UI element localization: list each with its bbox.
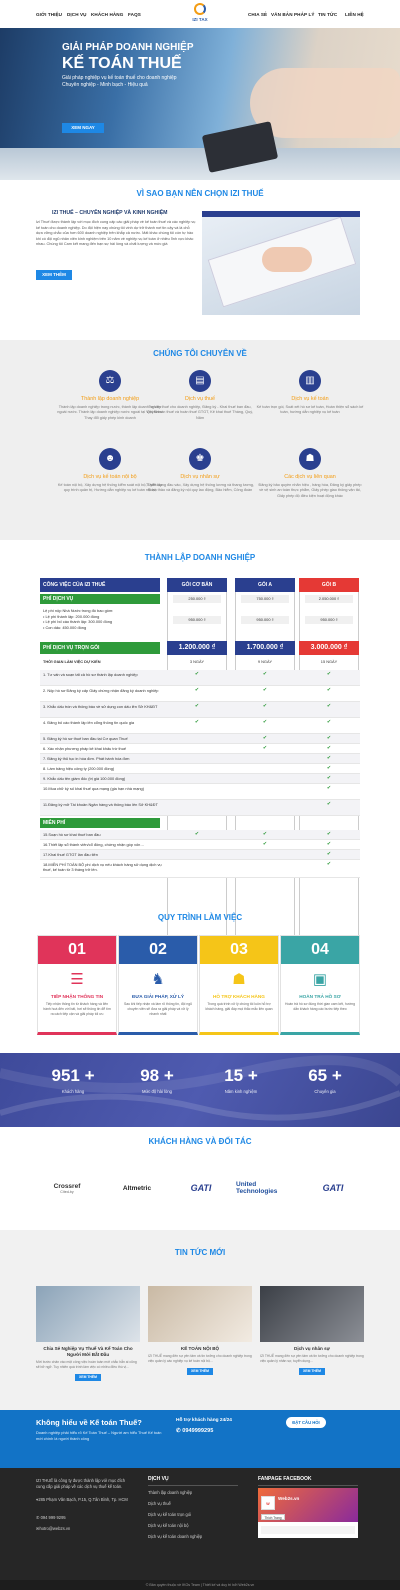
task-label: 10.Mua chữ ký số khai thuế qua mạng (gia hạn nhà mạng) (43, 786, 145, 791)
nav-van-ban-phap-ly[interactable]: VĂN BẢN PHÁP LÝ (271, 12, 315, 17)
footer-service-link[interactable]: Dịch vụ kế toán doanh nghiệp (148, 1534, 203, 1539)
task-label: 6. Xác nhận phương pháp kê khai khấu trừ thuế (43, 746, 127, 751)
service-card[interactable] (250, 448, 370, 499)
cta-desc: Doanh nghiệp phải hiểu rõ Kế Toán Thuế – Người am hiểu Thuế Kế toán mới chính là người thành công (36, 1430, 162, 1441)
section-total: PHÍ DỊCH VỤ TRỌN GÓI (40, 642, 160, 654)
task-label: 9. Khắc dấu tên giám đốc (trị giá 100.000 đồng) (43, 776, 126, 781)
check-icon: ✔ (262, 703, 268, 709)
news-image[interactable] (36, 1286, 140, 1342)
nav-faqs[interactable]: FAQS (128, 12, 141, 17)
service-card[interactable] (140, 370, 260, 421)
footer-service-link[interactable]: Thành lập doanh nghiệp (148, 1490, 193, 1495)
check-icon: ✔ (326, 687, 332, 693)
stat-value: 15 + (224, 1066, 258, 1085)
books-icon: ▥ (299, 370, 321, 392)
check-icon: ✔ (262, 735, 268, 741)
hand-image (262, 247, 312, 272)
news-title[interactable]: KẾ TOÁN NỘI BỘ (180, 1346, 220, 1351)
people-icon: ☻ (99, 448, 121, 470)
team-icon: ♞ (151, 971, 165, 988)
plan-total: 1.200.000 ₫ (167, 641, 227, 655)
mail-icon: ✉ (36, 1526, 40, 1531)
location-icon: ⌖ (36, 1497, 39, 1502)
check-icon: ✔ (326, 703, 332, 709)
why-more-button[interactable]: XEM THÊM (36, 270, 72, 280)
service-card[interactable] (140, 448, 260, 494)
step-number: 01 (38, 936, 116, 964)
fanpage-avatar: W (261, 1496, 275, 1510)
stat-value: 98 + (140, 1066, 174, 1085)
step-number: 03 (200, 936, 278, 964)
check-icon: ✔ (326, 775, 332, 781)
task-label: 8. Làm bảng hiệu công ty (200.000 đồng) (43, 766, 115, 771)
footer-service-link[interactable]: Dịch vụ kế toán nội bộ (148, 1523, 189, 1528)
partner-name: United Technologies (236, 1181, 278, 1195)
news-image[interactable] (260, 1286, 364, 1342)
footer-services-title: DỊCH VỤ (148, 1476, 238, 1486)
partner-sub: Cited-by (60, 1189, 74, 1194)
task-label: 3. Khắc dấu tròn và thông báo về sử dụng con dấu lên Sở KH&ĐT (43, 704, 158, 709)
footer-email[interactable] (36, 1526, 70, 1532)
task-label: 7. Đăng ký thủ tục in hóa đơn. Phát hành hóa đơn (43, 756, 130, 761)
plan-days: 3 NGÀY (189, 659, 205, 664)
check-icon: ✔ (262, 671, 268, 677)
news-more-button[interactable]: XEM THÊM (299, 1368, 325, 1375)
step-desc: Hoàn trả hồ sơ đúng thời gian cam kết, hướng dẫn khách hàng các bước tiếp theo (285, 1002, 356, 1011)
stat-label: Chuyên gia (314, 1089, 336, 1094)
process-step (37, 935, 117, 1035)
partner-logo[interactable] (302, 1173, 364, 1203)
check-icon: ✔ (262, 719, 268, 725)
news-desc: IZI THUẾ mang đến sự yên tâm và tin tưởng cho doanh nghiệp trong việc quản lý các nghiệp vụ kế toán nội bộ… (148, 1354, 252, 1363)
check-icon: ✔ (326, 831, 332, 837)
phone-icon: ✆ (36, 1515, 41, 1520)
plan-header: GÓI CƠ BẢN (167, 578, 227, 592)
partners-title: KHÁCH HÀNG VÀ ĐỐI TÁC (148, 1137, 252, 1146)
partner-logo[interactable] (170, 1173, 232, 1203)
site-header (0, 0, 400, 28)
ask-question-button[interactable]: ĐẶT CÂU HỎI (286, 1417, 326, 1428)
news-title[interactable]: Chia Sẻ Nghiệp Vụ Thuế Và Kế Toán Cho Người Mới Bắt Đầu (43, 1346, 133, 1357)
logo-text: IZI TAX (192, 17, 208, 22)
news-card[interactable] (260, 1286, 364, 1375)
news-desc: Mới bước chân vào một công việc hoàn toàn mới chắc hẳn ai cũng sẽ bỡ ngỡ. Tuy nhiên quá trình làm việc có nhiều điều thú vị… (36, 1360, 137, 1369)
step-title: HỖ TRỢ KHÁCH HÀNG (213, 994, 265, 999)
check-icon: ✔ (326, 765, 332, 771)
site-footer (0, 1468, 400, 1590)
service-title[interactable]: Các dịch vụ liên quan (284, 474, 336, 480)
footer-phone[interactable] (36, 1515, 66, 1521)
gavel-icon: ⚖ (99, 370, 121, 392)
check-icon: ✔ (262, 841, 268, 847)
free-label: 17.Khai thuế GTGT lần đầu tiên (43, 852, 98, 857)
service-title[interactable]: Dịch vụ kế toán nội bộ (83, 474, 137, 480)
stat-counter (280, 1066, 370, 1094)
check-icon: ✔ (326, 861, 332, 867)
why-image (202, 211, 360, 315)
stat-counter (196, 1066, 286, 1094)
check-icon: ✔ (194, 687, 200, 693)
service-desc: Thành lập doanh nghiệp trong nước, thành lập doanh nghiệp ngoài nước. Thành lập doanh nghiệp nước ngoài tại Việt Nam. Thay đổi giấy phép kinh doanh (57, 405, 163, 420)
hero-subtitle: Giải pháp nghiệp vụ kế toán thuế cho doanh nghiệp Chuyên nghiệp - Minh bạch - Hiệu quả (62, 75, 177, 88)
footer-service-link[interactable]: Dịch vụ kế toán trọn gói (148, 1512, 192, 1517)
task-label: 5. Đăng ký hồ sơ thuế ban đầu tại Cơ quan Thuế (43, 736, 128, 741)
footer-fanpage-title: FANPAGE FACEBOOK (258, 1476, 358, 1486)
step-desc: Tiếp nhận thông tin từ khách hàng và liên hành hoá đến với bất, hơi sẽ thông tin để tìm ra cách tiếp cận và giải pháp tối ưu (43, 1002, 111, 1016)
handshake-icon: ☗ (232, 971, 246, 988)
service-title[interactable]: Thành lập doanh nghiệp (80, 396, 140, 402)
fee-detail-text: Lệ phí nộp Nhà Nước trong đó bao gồm: • Lệ phí thành lập: 200.000 đồng • Lệ phí bố cáo thành lập: 300.000 đồng • Con dấu: 450.000 đồng (43, 608, 114, 630)
footer-email-text: hotro@web2s.vn (39, 1526, 71, 1531)
service-desc: Tuyển dụng đầu vào, Xây dựng hệ thống lương và thang lương, Soạn thảo và đăng ký nội quy lao động, Bảo hiểm, Công đoàn (146, 483, 254, 493)
service-desc: Kế toán nội bộ, Xây dựng hệ thống kiểm soát nội bộ, Thiết lập quy trình quản trị, Hướng dẫn nghiệp vụ kế toán nội bộ (57, 483, 163, 493)
why-body: Izi Thuế được thành lập với mục đích cung cấp các giải pháp về kế toán thuế và các nghiệp vụ kế toán cho doanh nghiệp. Do đội hiện nay chúng tôi vinh dự trở thành nơi tin cậy và là chỗ dựa vững chắc của hơn 600 doanh nghiệp trên khắp cả nước. Mất khác chúng tôi còn tự hào khi có đội ngũ nhân viên kinh nghiệm trên 10 năm về nghiệp vụ kế toán ở nhiều lĩnh vực khác nhau. Chúng tôi Cam kết mang đến bạn sự hài lòng và chất lượng và mức giá (36, 220, 196, 247)
check-icon: ✔ (262, 831, 268, 837)
plan-fee: 250.000 ₫ (173, 595, 221, 603)
task-label: 1. Tư vấn và soạn tất cả hồ sơ thành lập doanh nghiệp (43, 672, 138, 677)
nav-dich-vu[interactable]: DỊCH VỤ (67, 12, 87, 17)
handshake-icon: ☗ (299, 448, 321, 470)
plan-days: 15 NGÀY (320, 659, 338, 664)
plan-total: 3.000.000 ₫ (299, 641, 359, 655)
check-icon: ✔ (326, 671, 332, 677)
step-title: TIẾP NHẬN THÔNG TIN (50, 994, 104, 999)
cta-title: Không hiểu về Kế toán Thuế? (36, 1418, 142, 1427)
free-label: 18.MIỄN PHÍ TOÀN BỘ phí dịch vụ nếu khách hàng sử dụng dịch vụ thuế, kế toán từ 3 tháng trở lên. (43, 862, 162, 873)
footer-service-link[interactable]: Dịch vụ thuế (148, 1501, 171, 1506)
process-step (280, 935, 360, 1035)
hotline-phone[interactable] (176, 1428, 213, 1434)
check-icon: ✔ (194, 719, 200, 725)
service-card[interactable] (250, 370, 370, 416)
nav-khach-hang[interactable]: KHÁCH HÀNG (91, 12, 124, 17)
process-step (199, 935, 279, 1035)
fb-like-button[interactable]: Thích Trang (261, 1514, 285, 1520)
phone-icon: ✆ (176, 1428, 183, 1434)
news-card[interactable] (148, 1286, 252, 1375)
user-group-icon: ♚ (189, 448, 211, 470)
partner-name: Crossref (53, 1182, 81, 1190)
check-icon: ✔ (262, 745, 268, 751)
check-icon: ✔ (326, 755, 332, 761)
plan-total: 1.700.000 ₫ (235, 641, 295, 655)
check-icon: ✔ (194, 831, 200, 837)
free-label: 15.Soạn hồ sơ khai thuế ban đầu (43, 832, 101, 837)
step-title: HOÀN TRẢ HỒ SƠ (299, 994, 341, 999)
hero-title-main: KẾ TOÁN THUẾ (62, 55, 182, 72)
hero-title: GIẢI PHÁP DOANH NGHIỆP (62, 42, 194, 53)
why-title: VÌ SAO BẠN NÊN CHỌN IZI THUẾ (136, 189, 264, 198)
check-icon: ✔ (194, 671, 200, 677)
plan-state-fee: 950.000 ₫ (305, 616, 353, 624)
hotline-label: Hỗ trợ khách hàng 24/24 (176, 1418, 232, 1423)
cta-band (0, 1410, 400, 1468)
plan-state-fee: 950.000 ₫ (173, 616, 221, 624)
footer-address-text: 285 Phạm Văn Bạch, P.15, Q.Tân Bình, Tp. HCM (38, 1497, 128, 1502)
plan-state-fee: 950.000 ₫ (241, 616, 289, 624)
check-icon: ✔ (326, 719, 332, 725)
step-number: 02 (119, 936, 197, 964)
step-desc: Trong quá trình xử lý chúng tôi luôn hỗ trợ khách hàng, giải đáp mọi thắc mắc liên quan (205, 1002, 273, 1011)
news-title: TIN TỨC MỚI (174, 1248, 226, 1257)
fanpage-feed (261, 1526, 355, 1534)
time-label-text: THỜI GIAN LÀM VIỆC DỰ KIẾN (43, 659, 101, 664)
process-title: QUY TRÌNH LÀM VIỆC (157, 913, 243, 922)
stat-counter (112, 1066, 202, 1094)
partner-name: GATI (322, 1183, 344, 1193)
list-icon: ☰ (70, 971, 84, 988)
service-desc: Đăng ký bảo quyền nhãn hiệu , hàng hóa, Đăng ký giấy phép về vệ sinh an toàn thực phẩm, Giấy phép giao thông vận tải, Giấy phép độ điều kiện hoạt động khác (258, 483, 362, 498)
stat-value: 65 + (308, 1066, 342, 1085)
why-heading: IZI THUẾ – CHUYÊN NGHIỆP VÀ KINH NGHIỆM (52, 210, 168, 216)
news-desc: IZI THUẾ mang đến sự yên tâm và tin tưởng cho doanh nghiệp trong việc quản lý nhân sự, tuyển dụng… (260, 1354, 364, 1363)
stat-label: Mức độ hài lòng (141, 1089, 173, 1094)
facebook-widget[interactable] (258, 1488, 358, 1538)
stat-label: Năm kinh nghiệm (224, 1089, 258, 1094)
partner-name: Altmetric (122, 1184, 152, 1192)
plan-header: GÓI A (235, 578, 295, 592)
hotline-number: 0949999295 (182, 1428, 214, 1434)
footer-about: IZI THUẾ là công ty được thành lập với mục đích cung cấp giải pháp về các dịch vụ thuế kế toán. (36, 1478, 126, 1489)
service-desc: Kế toán trọn gói, Soát xét hồ sơ kế toán, Hoàn thiện sổ sách kế toán, hướng dẫn nghiệp vụ kế toán (256, 405, 364, 415)
partner-logo[interactable] (36, 1173, 98, 1203)
news-image[interactable] (148, 1286, 252, 1342)
service-title[interactable]: Dịch vụ nhân sự (180, 474, 220, 480)
news-more-button[interactable]: XEM THÊM (187, 1368, 213, 1375)
task-label: 11.Đăng ký mở Tài khoản Ngân hàng và thông báo lên Sở KH&ĐT (43, 802, 158, 807)
service-title[interactable]: Dịch vụ kế toán (291, 396, 329, 402)
task-label: 2. Nộp hồ sơ Đăng ký cấp Giấy chứng nhận đăng ký doanh nghiệp (43, 688, 159, 693)
news-title[interactable]: Dịch vụ nhân sự (294, 1346, 330, 1351)
specialty-title: CHÚNG TÔI CHUYÊN VỀ (153, 349, 247, 358)
hero-desk-image (0, 148, 400, 180)
step-number: 04 (281, 936, 359, 964)
logo-mark-icon (194, 3, 206, 15)
check-icon: ✔ (326, 745, 332, 751)
process-step (118, 935, 198, 1035)
nav-tin-tuc[interactable]: TIN TỨC (318, 12, 338, 17)
nav-gioi-thieu[interactable]: GIỚI THIỆU (36, 12, 63, 17)
step-title: ĐƯA GIẢI PHÁP, XỬ LÝ (131, 994, 185, 999)
nav-lien-he[interactable]: LIÊN HỆ (345, 12, 364, 17)
stat-value: 951 + (51, 1066, 95, 1085)
task-label: 4. Đăng bố cáo thành lập lên cổng thông tin quốc gia (43, 720, 135, 725)
stat-counter (28, 1066, 118, 1094)
news-more-button[interactable]: XEM THÊM (75, 1374, 101, 1381)
copyright: © Bản quyền thuộc về IKOs Team | Thiết kế và duy trì bởi Web2s.vn (0, 1580, 400, 1590)
hero-hand-image (250, 68, 400, 138)
check-icon: ✔ (326, 785, 332, 791)
partner-logo[interactable] (106, 1173, 168, 1203)
nav-chia-se[interactable]: CHIA SẺ (248, 12, 268, 17)
stat-label: Khách hàng (61, 1089, 85, 1094)
section-fee: PHÍ DỊCH VỤ (40, 594, 160, 604)
service-title[interactable]: Dịch vụ thuế (185, 396, 215, 402)
partner-logo[interactable] (236, 1173, 298, 1203)
footer-address (36, 1497, 134, 1503)
service-desc: Tư vấn thuế cho doanh nghiệp, Đăng ký - Khai thuế ban đầu, Quyết toán thuế và hoàn thuế GTGT, Kê khai thuế Tháng, Quý, Năm (146, 405, 254, 420)
briefcase-icon: ▣ (312, 971, 328, 988)
check-icon: ✔ (326, 841, 332, 847)
plan-fee: 750.000 ₫ (241, 595, 289, 603)
free-label: 16.Thiết lập sổ thành viên/cổ đông, chứng nhận góp vốn… (43, 842, 145, 847)
pricing-header-label: CÔNG VIỆC CỦA IZI THUẾ (40, 578, 160, 592)
plan-header: GÓI B (299, 578, 359, 592)
partner-name: GATI (190, 1183, 212, 1193)
section-free: MIỄN PHÍ (40, 818, 160, 828)
hero-cta-button[interactable]: XEM NGAY (62, 123, 104, 133)
check-icon: ✔ (194, 703, 200, 709)
hero-banner (0, 28, 400, 180)
logo[interactable] (190, 3, 210, 25)
plan-fee: 2.050.000 ₫ (305, 595, 353, 603)
pricing-title: THÀNH LẬP DOANH NGHIỆP (144, 553, 256, 562)
fanpage-name[interactable]: Web2s.vn (278, 1496, 300, 1501)
plan-days: 9 NGÀY (257, 659, 273, 664)
check-icon: ✔ (262, 687, 268, 693)
footer-phone-text: 094 999 9295 (40, 1515, 66, 1520)
document-icon: ▤ (189, 370, 211, 392)
check-icon: ✔ (326, 851, 332, 857)
check-icon: ✔ (326, 735, 332, 741)
check-icon: ✔ (326, 801, 332, 807)
news-card[interactable] (36, 1286, 140, 1381)
step-desc: Sau khi tiếp nhận và làm rõ thông tin, đội ngũ chuyên viên sẽ đưa ra giải pháp và xử lý nhanh nhất (123, 1002, 193, 1016)
